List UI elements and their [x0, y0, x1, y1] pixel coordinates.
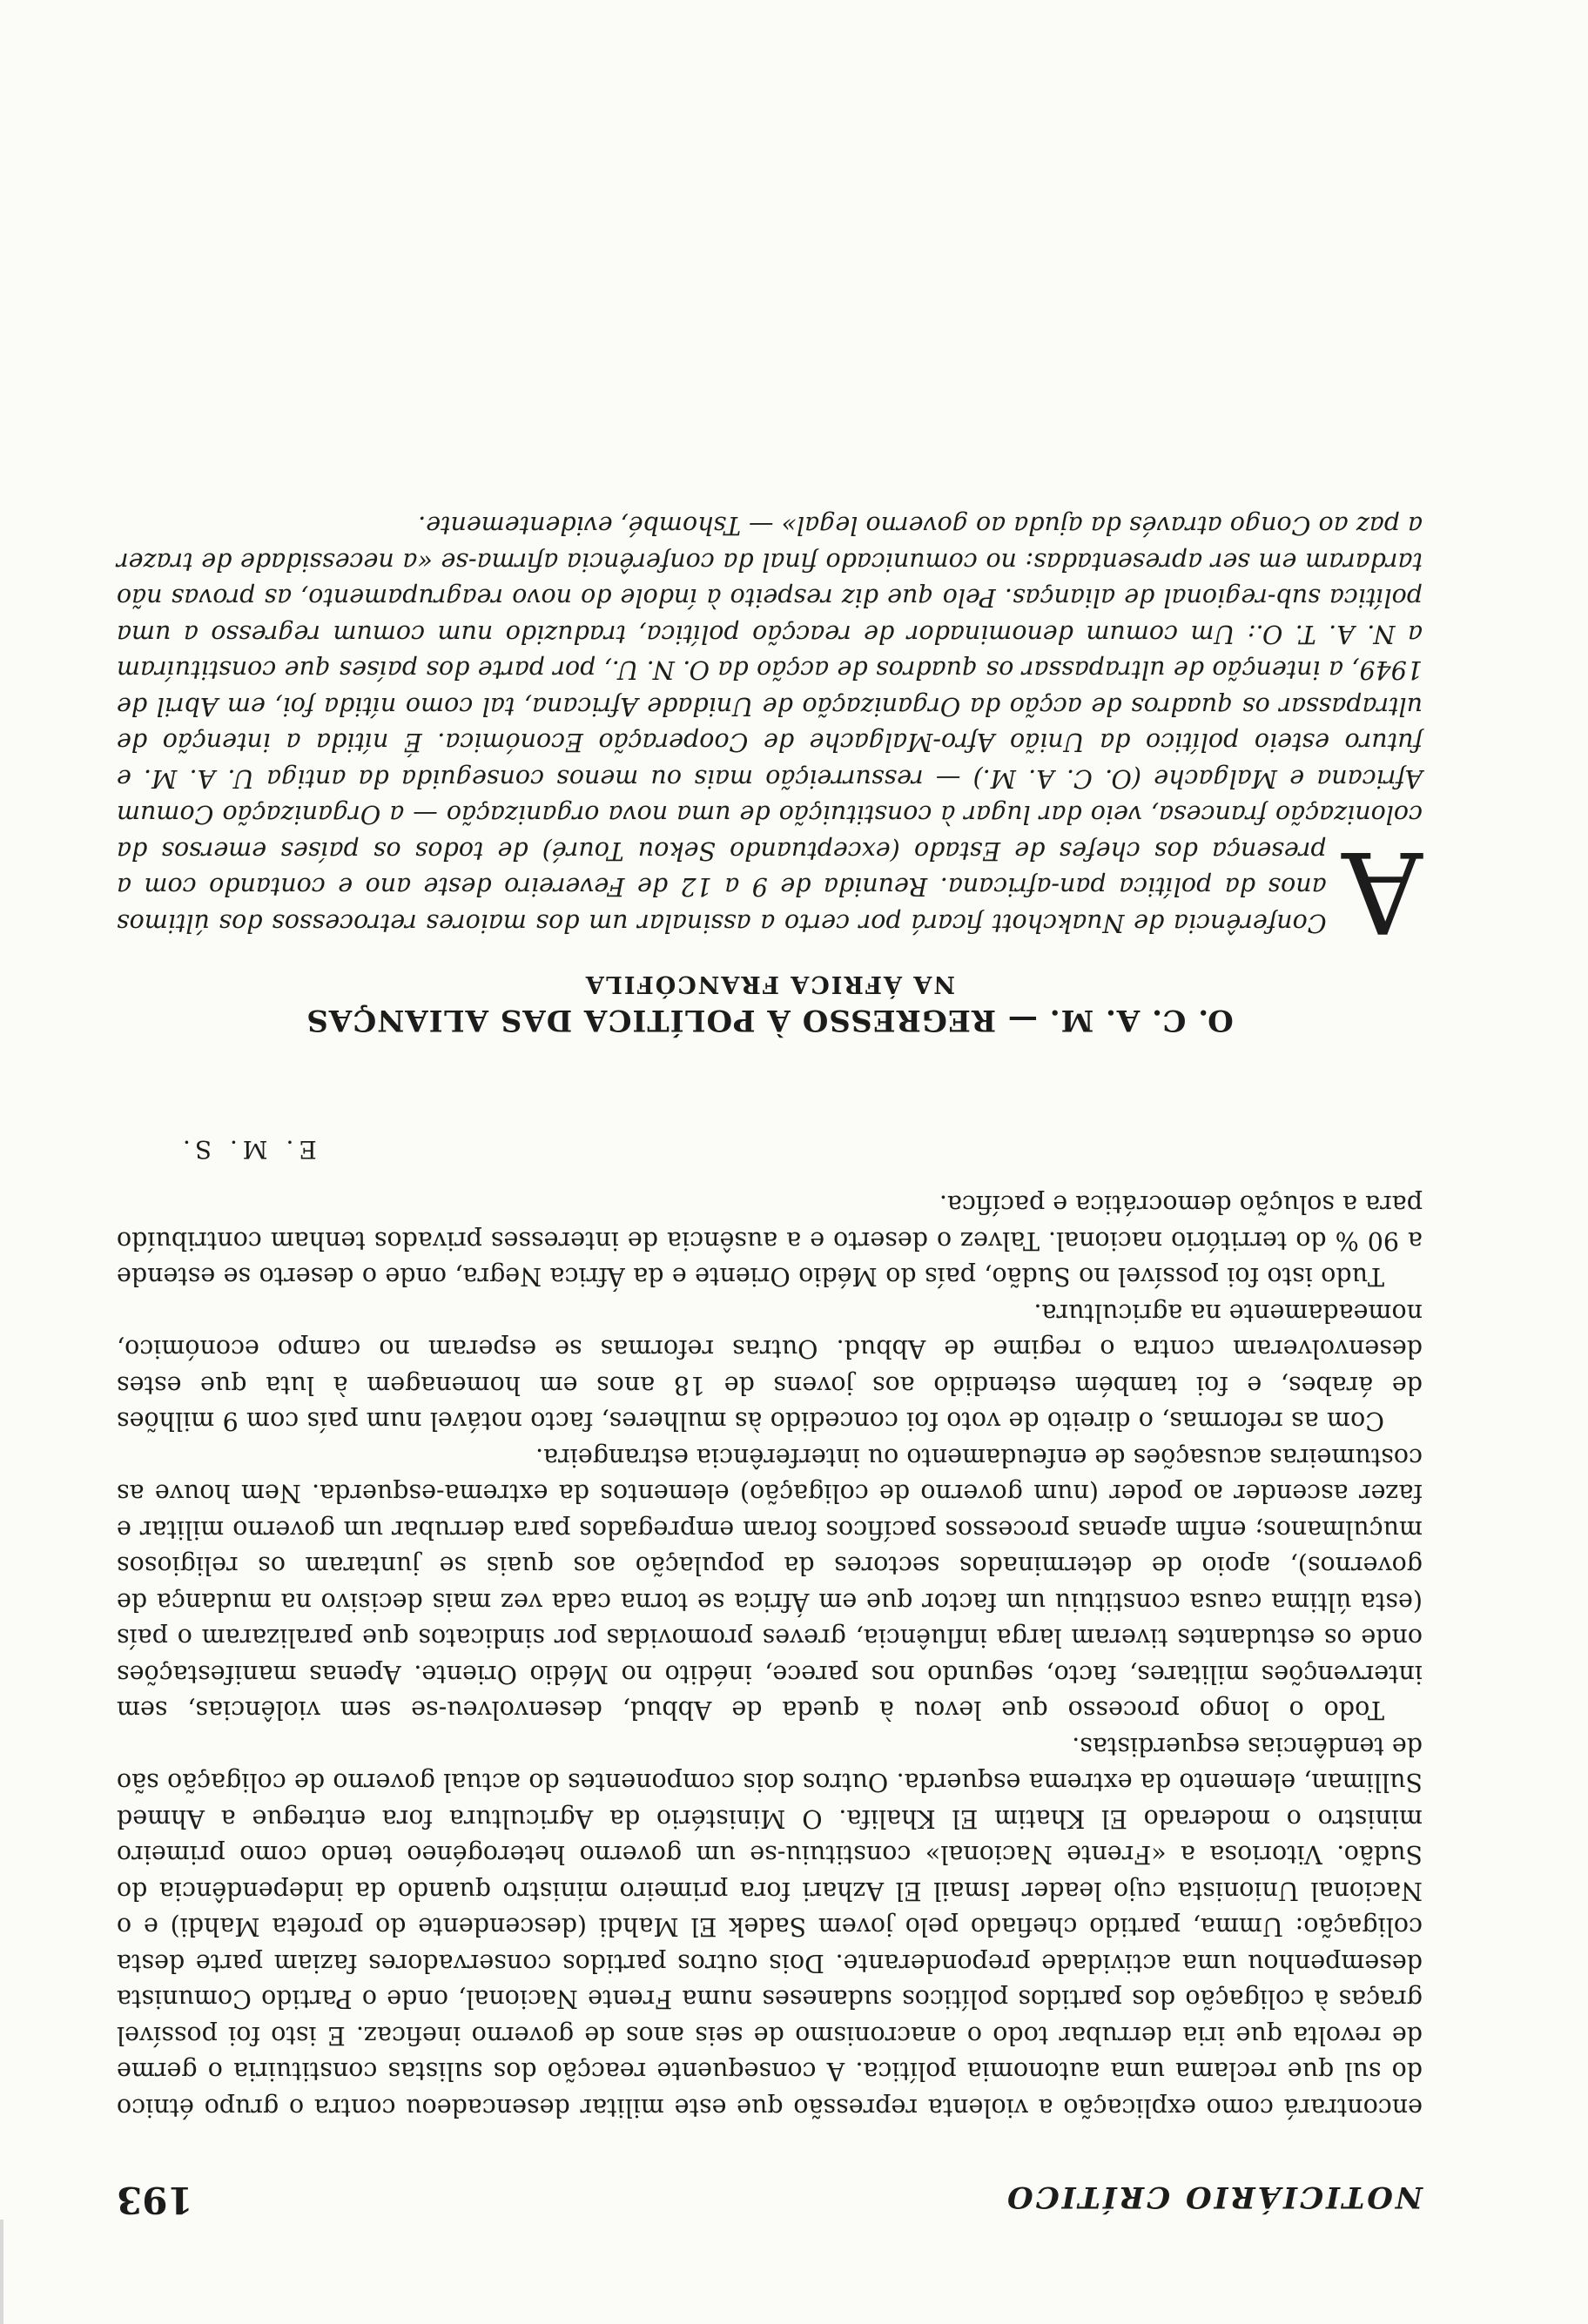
lead-text: Conferência de Nuakchott ficará por certo a assinalar um dos maiores retrocessos dos últimos anos da política pan-africana. Reunida de 9 a 12 de Fevereiro deste ano e contando com a presença dos chefes de Estado (exceptuando Sekou Touré) de todos os países emersos da colonização francesa, veio dar lugar à constituição de uma nova organização — a Organização Comum Africana e Malgache (O. C. A. M.) — ressurreição mais ou menos conseguida da antiga U. A. M. e futuro esteio político da União Afro-Malgache de Cooperação Económica. É nítida a intenção de ultrapassar os quadros de acção da Organização de Unidade Africana, tal como nítida foi, em Abril de 1949, a intenção de ultrapassar os quadros de acção da O. N. U., por parte dos países que constituíram a N. A. T. O.: Um comum denominador de reacção política, traduzido num comum regresso a uma política sub-regional de alianças. Pelo que diz respeito à índole do novo reagrupamento, as provas não tardaram em ser apresentadas: no comunicado final da conferência afirma-se «a necessidade de trazer a paz ao Congo através da ajuda ao governo legal» — Tshombé, evidentemente.: [117, 511, 1423, 937]
article-subtitle: NA ÁFRICA FRANCÓFILA: [583, 971, 956, 997]
page-number: 193: [117, 2179, 193, 2221]
page-edge-mark: [0, 2220, 3, 2324]
body-paragraph-4: Tudo isto foi possível no Sudão, país do Médio Oriente e da África Negra, onde o deserto se estende a 90 % do território nacional. Talvez o deserto e a ausência de interesses privados tenham contribuído para a solução democrática e pacífica.: [117, 1190, 1423, 1292]
page-content: [117, 507, 1423, 2221]
body-paragraph-3: Com as reformas, o direito de voto foi concedido às mulheres, facto notável num país com 9 milhões de árabes, e foi também estendido aos jovens de 18 anos em homenagem à luta que estes desenvolveram contra o regime de Abbud. Outras reformas se esperam no campo económico, nomeadamente na agricultura.: [117, 1299, 1423, 1436]
lead-paragraph: [117, 507, 1423, 956]
drop-cap: A: [1342, 826, 1423, 956]
article-title: O. C. A. M. — REGRESSO À POLÍTICA DAS ALIANÇAS: [306, 1003, 1234, 1038]
body-paragraph-2: Todo o longo processo que levou à queda de Abbud, desenvolveu-se sem violências, sem intervenções militares, facto, segundo nos parece, inédito no Médio Oriente. Apenas manifestações onde os estudantes tiveram larga influência, greves promovidas por sindicatos que paralizaram o país (esta última causa constituiu um factor que em África se torna cada vez mais decisivo na mudança de governos), apoio de determinados sectores da população aos quais se juntaram os religiosos muçulmanos; enfim apenas processos pacíficos foram empregados para derrubar um governo militar e fazer ascender ao poder (num governo de coligação) elementos da extrema-esquerda. Nem houve as costumeiras acusações de enfeudamento ou interferência estrangeira.: [117, 1443, 1423, 1725]
author-signature: E. M. S.: [178, 1135, 317, 1164]
body-paragraph-1: encontrará como explicação a violenta repressão que este militar desencadeou contra o grupo étnico do sul que reclama uma autonomia política. A consequente reacção dos sulistas constituiria o germe de revolta que iria derrubar todo o anacronismo de seis anos de governo ineficaz. E isto foi possível graças à coligação dos partidos políticos sudaneses numa Frente Nacional, onde o Partido Comunista desempenhou uma actividade preponderante. Dois outros partidos conservadores faziam parte desta coligação: Umma, partido chefiado pelo jovem Sadek El Mahdi (descendente do profeta Mahdi) e o Nacional Unionista cujo leader Ismail El Azhari fora primeiro ministro quando da independência do Sudão. Vitoriosa a «Frente Nacional» constituiu-se um governo heterogéneo tendo como primeiro ministro o moderado El Khatim El Khalifa. O Ministério da Agricultura fora entregue a Ahmed Sulliman, elemento da extrema esquerda. Outros dois componentes do actual governo de coligação são de tendências esquerdistas.: [117, 1732, 1423, 2122]
running-head-title: NOTICIÁRIO CRÍTICO: [1005, 2180, 1423, 2214]
running-head: [117, 2169, 1423, 2221]
